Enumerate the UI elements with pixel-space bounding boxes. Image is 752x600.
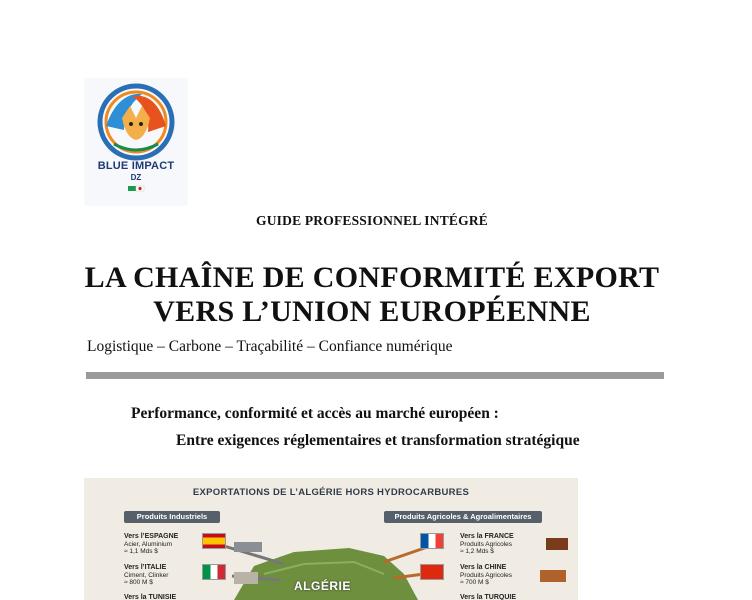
france-flag-icon bbox=[420, 533, 444, 549]
export-description: Ciment, Clinker bbox=[124, 571, 169, 579]
exports-infographic bbox=[84, 478, 578, 600]
document-title-line-1: LA CHAÎNE DE CONFORMITÉ EXPORT bbox=[84, 261, 660, 294]
export-item-italy bbox=[124, 564, 168, 587]
export-value: ≈ 700 M $ bbox=[460, 579, 489, 586]
export-value: ≈ 800 M $ bbox=[124, 579, 153, 586]
export-description: Produits Agricoles bbox=[460, 540, 513, 548]
export-destination: Vers la TURQUIE bbox=[460, 594, 517, 600]
italy-flag-icon bbox=[202, 564, 226, 580]
export-item-france bbox=[460, 533, 514, 556]
tagline-line-1: Performance, conformité et accès au marché européen : bbox=[131, 405, 499, 422]
export-destination: Vers l’ESPAGNE bbox=[124, 533, 179, 540]
export-item-turkey bbox=[460, 594, 516, 600]
export-value: ≈ 1,2 Mds $ bbox=[460, 548, 494, 555]
logo-title: BLUE IMPACT bbox=[97, 160, 175, 172]
blue-impact-logo bbox=[84, 78, 188, 206]
agri-products-header: Produits Agricoles & Agroalimentaires bbox=[384, 511, 542, 523]
export-description: Acier, Aluminium bbox=[124, 540, 173, 548]
export-destination: Vers l’ITALIE bbox=[124, 564, 167, 571]
title-divider bbox=[86, 372, 664, 379]
logo-emblem-icon bbox=[84, 78, 188, 206]
document-subtitle: Logistique – Carbone – Traçabilité – Confiance numérique bbox=[87, 338, 453, 355]
infographic-title: EXPORTATIONS DE L’ALGÉRIE HORS HYDROCARBURES bbox=[192, 487, 470, 498]
china-flag-icon bbox=[420, 564, 444, 580]
spain-flag-icon bbox=[202, 533, 226, 549]
tagline-line-2: Entre exigences réglementaires et transformation stratégique bbox=[176, 432, 580, 449]
export-destination: Vers la CHINE bbox=[460, 564, 507, 571]
document-title-line-2: VERS L’UNION EUROPÉENNE bbox=[153, 295, 591, 328]
guide-label: GUIDE PROFESSIONNEL INTÉGRÉ bbox=[256, 213, 488, 228]
export-item-spain bbox=[124, 533, 178, 556]
industrial-products-header: Produits Industriels bbox=[124, 511, 220, 523]
export-item-tunisia bbox=[124, 594, 176, 600]
export-value: ≈ 1,1 Mds $ bbox=[124, 548, 158, 555]
export-destination: Vers la FRANCE bbox=[460, 533, 514, 540]
export-destination: Vers la TUNISIE bbox=[124, 594, 177, 600]
export-description: Produits Agricoles bbox=[460, 571, 513, 579]
logo-subtitle: DZ bbox=[130, 173, 142, 182]
algeria-map-label: ALGÉRIE bbox=[294, 579, 351, 593]
export-item-china bbox=[460, 564, 512, 587]
